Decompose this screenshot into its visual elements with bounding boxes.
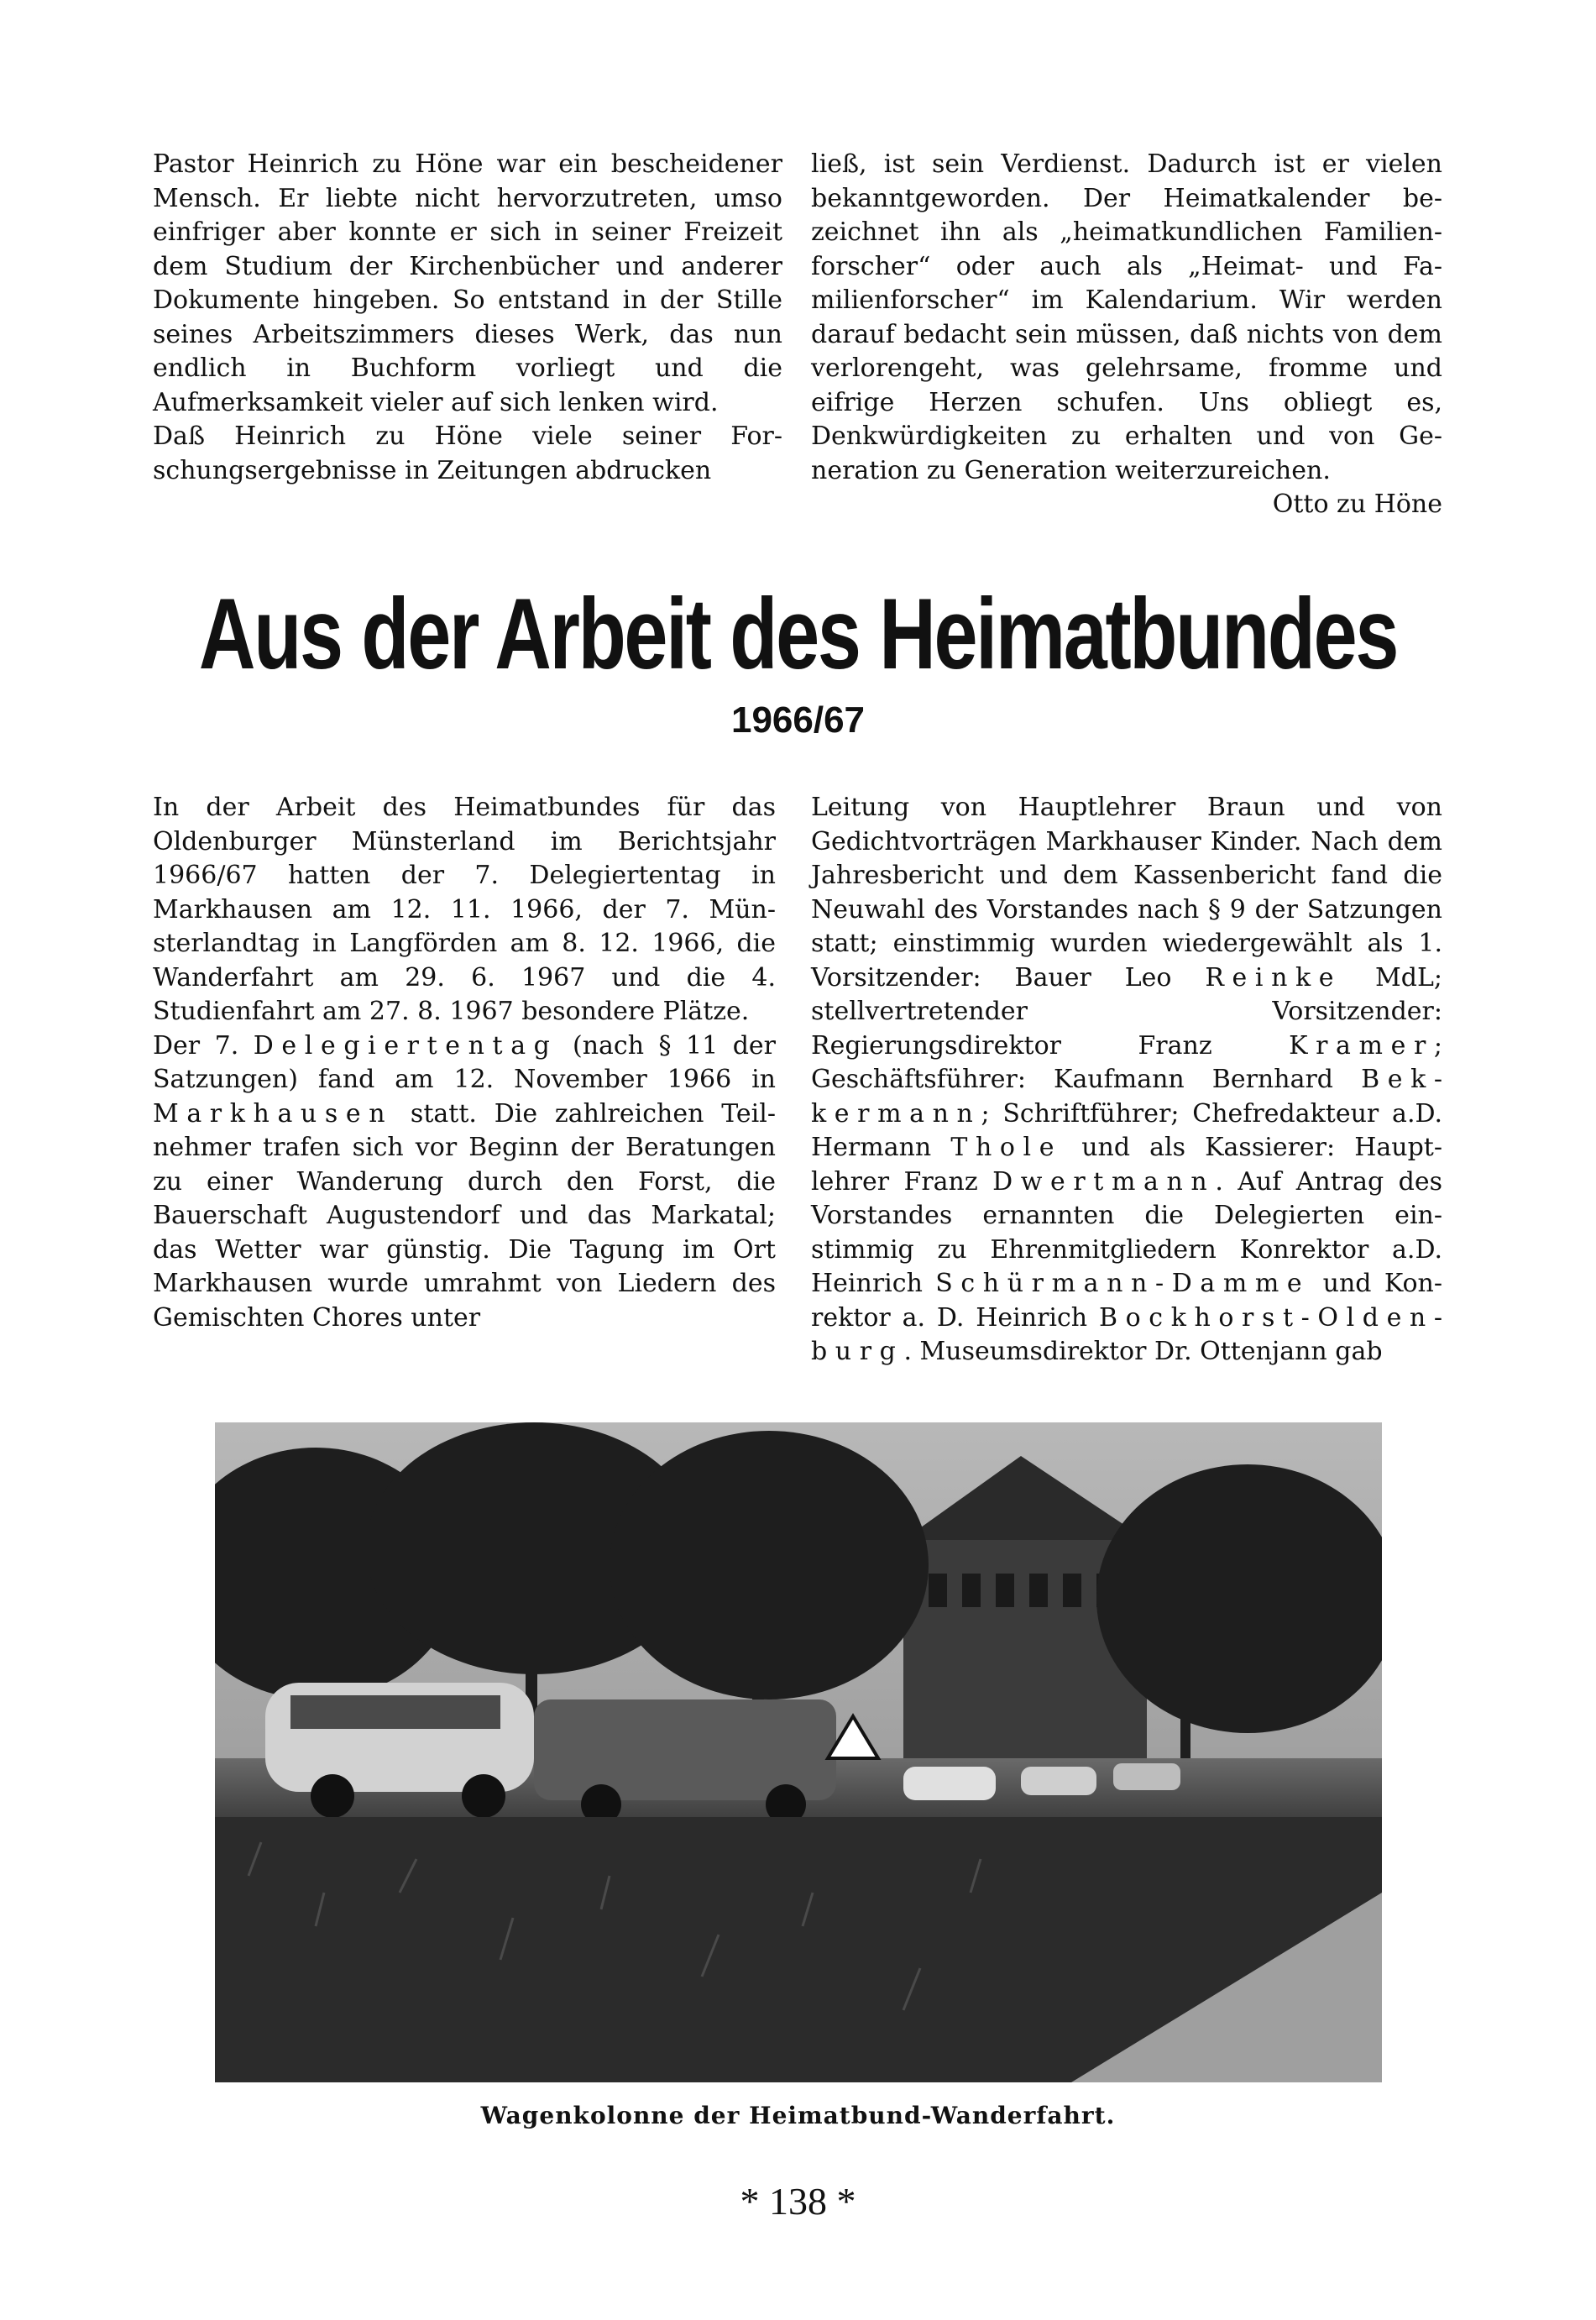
text-run: statt. Die zahlreichen Teilnehmer trafen sich vor Beginn der Beratungen zu einer Wanderung durch den Forst, die Bauerschaft Augustendorf und das Markatal; das Wetter war günstig. Die Tagung im Ort Markhausen wurde umrahmt von Liedern des Gemischten Chores unter xyxy=(153,1098,776,1333)
spaced-name: Bekkermann xyxy=(811,1065,1442,1129)
intro-right-column xyxy=(811,148,1442,522)
text-run: und Konrektor a. D. Heinrich xyxy=(811,1269,1442,1333)
author-signature: Otto zu Höne xyxy=(1272,490,1442,519)
text-run: . Auf Antrag des Vorstandes ernannten die Delegierten einstimmig zu Ehrenmitgliedern Konrektor a.D. Heinrich xyxy=(811,1166,1442,1298)
spaced-term: Delegiertentag xyxy=(253,1030,558,1060)
photo-caption: Wagenkolonne der Heimatbund-Wanderfahrt. xyxy=(480,2102,1116,2129)
page-number: * 138 * xyxy=(740,2180,856,2223)
text-run: (nach § 11 der Satzungen) fand am 12. November 1966 in xyxy=(153,1030,776,1094)
spaced-name: Thole xyxy=(950,1133,1063,1162)
intro-paragraph: Pastor Heinrich zu Höne war ein bescheidener Mensch. Er liebte nicht hervorzutreten, umso einfriger aber konnte er sich in seiner Freizeit dem Studium der Kirchenbücher und anderer Dokumente hingeben. So entstand in der Stille seines Arbeitszimmers dieses Werk, das nun endlich in Buchform vorliegt und die Aufmerksamkeit vieler auf sich lenken wird. xyxy=(153,149,782,417)
article-subheadline: 1966/67 xyxy=(730,699,866,741)
spaced-name: Bockhorst-Oldenburg xyxy=(811,1302,1442,1366)
intro-left-column xyxy=(153,148,782,488)
intro-paragraph: Daß Heinrich zu Höne viele seiner Forschungsergebnisse in Zeitungen abdrucken xyxy=(153,422,782,485)
text-run: MdL; stellvertretender Vorsitzender: Regierungsdirektor Franz xyxy=(811,962,1442,1060)
text-run: und als Kassierer: Hauptlehrer Franz xyxy=(811,1133,1442,1197)
intro-paragraph: ließ, ist sein Verdienst. Dadurch ist er vielen bekanntgeworden. Der Heimatkalender bezeichnet ihn als „heimatkundlichen Familienforscher“ oder auch als „Heimat- und Familienforscher“ im Kalendarium. Wir werden darauf bedacht sein müssen, daß nichts von dem verlorengeht, was gelehrsame, fromme und eifrige Herzen schufen. Uns obliegt es, Denkwürdigkeiten zu erhalten und von Generation zu Generation weiterzureichen. xyxy=(811,149,1442,485)
photo-illustration xyxy=(215,1422,1382,2082)
article-left-column xyxy=(153,791,776,1335)
spaced-name: Dwertmann xyxy=(992,1166,1216,1197)
article-paragraph xyxy=(153,1029,776,1336)
spaced-name: Kramer xyxy=(1289,1030,1434,1060)
text-run: ; Geschäftsführer: Kaufmann Bernhard xyxy=(811,1030,1442,1094)
article-headline: Aus der Arbeit des Heimatbundes xyxy=(198,578,1398,690)
text-run: Leitung von Hauptlehrer Braun und von Gedichtvorträgen Markhauser Kinder. Nach dem Jahresbericht und dem Kassenbericht fand die Neuwahl des Vorstandes nach § 9 der Satzungen statt; einstimmig wurden wiedergewählt als 1. Vorsitzender: Bauer Leo xyxy=(811,793,1442,992)
text-run: . Museumsdirektor Dr. Ottenjann gab xyxy=(903,1337,1383,1366)
text-run: ; Schriftführer; Chefredakteur a.D. Hermann xyxy=(811,1098,1442,1162)
spaced-name: Schürmann-Damme xyxy=(935,1269,1311,1298)
article-paragraph xyxy=(811,791,1442,1369)
article-paragraph: In der Arbeit des Heimatbundes für das Oldenburger Münsterland im Berichtsjahr 1966/67 hatten der 7. Delegiertentag in Markhausen am 12. 11. 1966, der 7. Münsterlandtag in Langförden am 8. 12. 1966, die Wanderfahrt am 29. 6. 1967 und die 4. Studienfahrt am 27. 8. 1967 besondere Plätze. xyxy=(153,793,776,1026)
photo-bus-convoy xyxy=(215,1422,1382,2082)
article-right-column xyxy=(811,791,1442,1369)
text-run: Der 7. xyxy=(153,1030,254,1060)
spaced-term: Markhausen xyxy=(153,1098,394,1129)
spaced-name: Reinke xyxy=(1205,962,1342,992)
